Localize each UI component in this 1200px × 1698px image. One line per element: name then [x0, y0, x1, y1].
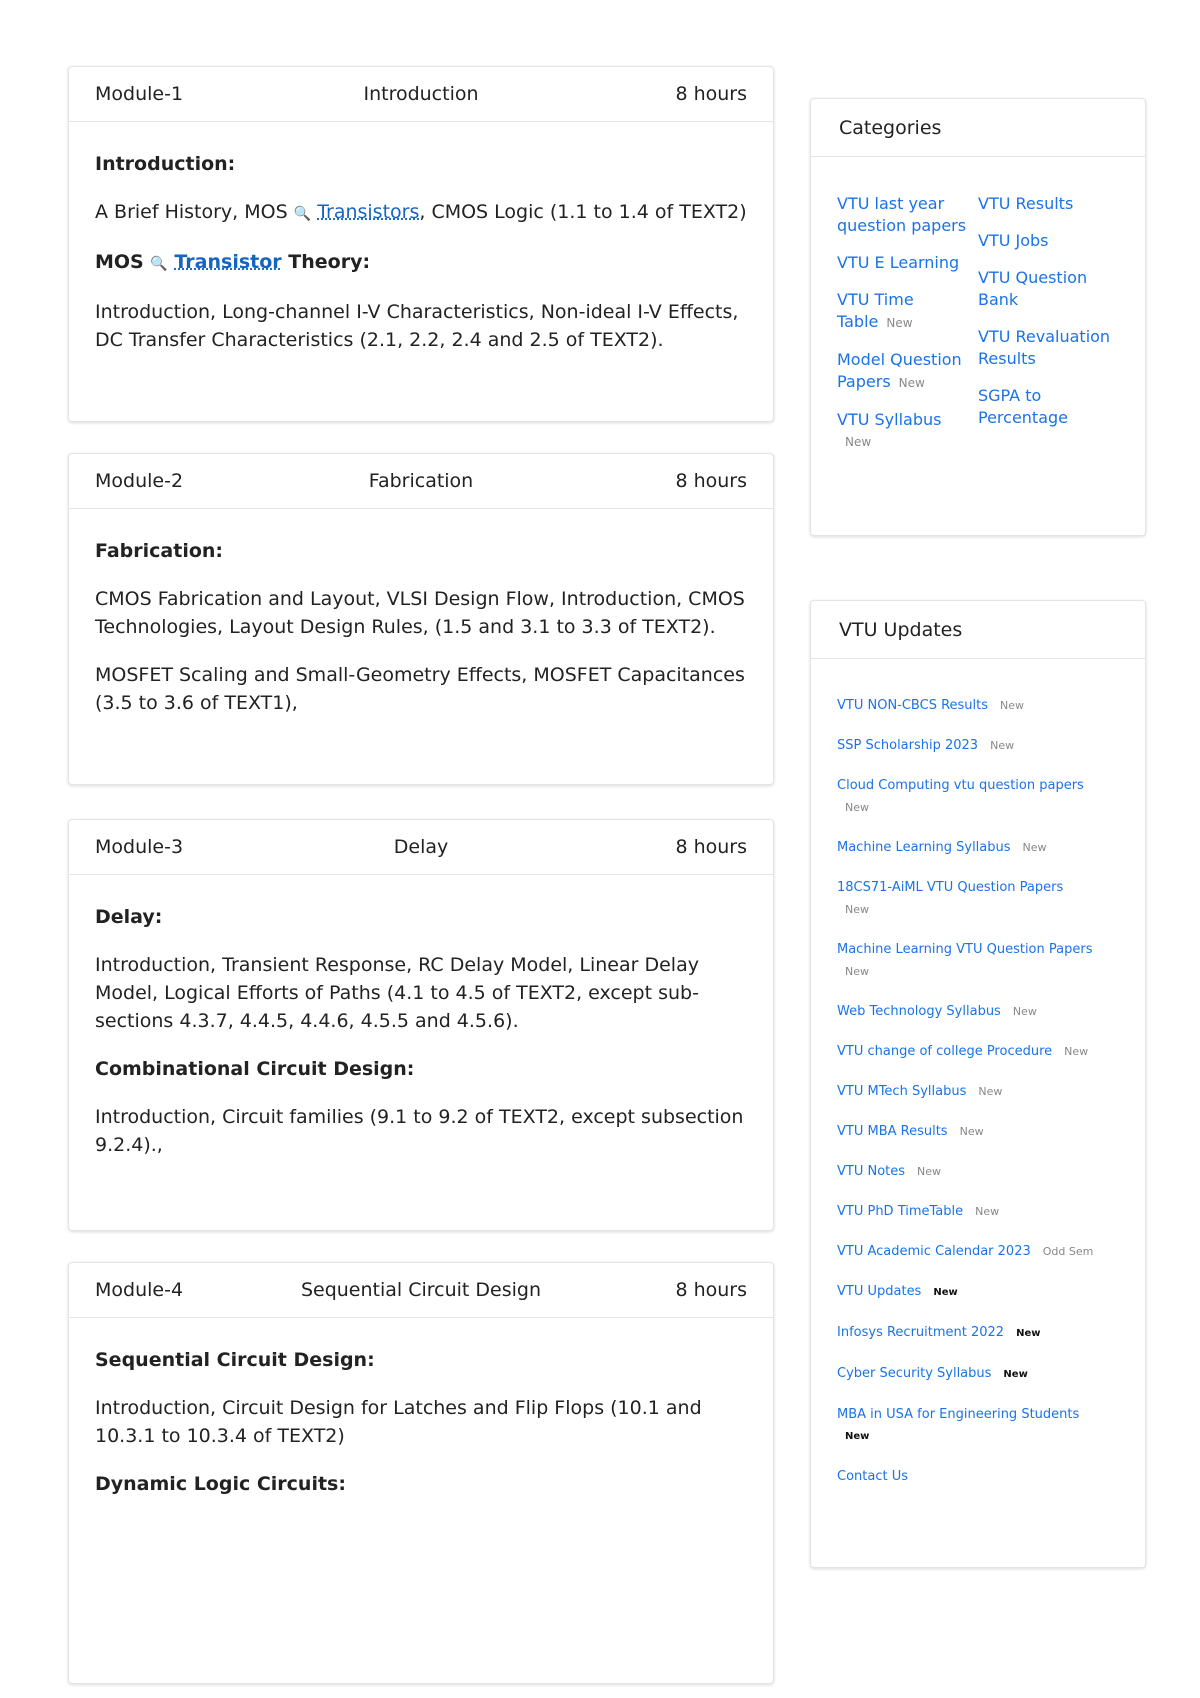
category-label[interactable]: VTU Revaluation Results — [978, 327, 1111, 368]
update-label[interactable]: Cyber Security Syllabus — [837, 1366, 992, 1381]
magnifier-icon[interactable]: 🔍 — [150, 256, 168, 272]
updates-title: VTU Updates — [811, 601, 1145, 659]
category-label[interactable]: VTU Question Bank — [978, 268, 1088, 309]
new-badge: New — [898, 376, 925, 390]
update-link[interactable] — [837, 1406, 1119, 1446]
category-link[interactable] — [837, 289, 978, 334]
category-link[interactable] — [837, 252, 978, 274]
update-link[interactable] — [837, 777, 1119, 817]
update-label[interactable]: VTU NON-CBCS Results — [837, 698, 989, 713]
module-title: Delay — [393, 836, 449, 858]
section-text: MOSFET Scaling and Small-Geometry Effects, MOSFET Capacitances (3.5 to 3.6 of TEXT1), — [95, 664, 745, 714]
section-heading: Introduction: — [95, 153, 236, 175]
update-label[interactable]: Machine Learning VTU Question Papers — [837, 942, 1093, 957]
module-title: Introduction — [363, 83, 479, 105]
new-badge: New — [990, 739, 1015, 752]
updates-card — [810, 600, 1146, 1568]
module-body — [69, 1318, 773, 1538]
new-badge: New — [1016, 1328, 1041, 1339]
update-link[interactable] — [837, 1365, 1119, 1384]
update-label[interactable]: VTU PhD TimeTable — [837, 1204, 964, 1219]
update-label[interactable]: SSP Scholarship 2023 — [837, 738, 979, 753]
module-header — [69, 454, 773, 509]
module-card-3 — [68, 819, 774, 1231]
new-badge: New — [975, 1205, 1000, 1218]
update-label[interactable]: VTU Academic Calendar 2023 — [837, 1244, 1031, 1259]
update-label[interactable]: Cloud Computing vtu question papers — [837, 778, 1084, 793]
new-badge: New — [1000, 699, 1025, 712]
category-label[interactable]: Model Question Papers — [837, 350, 962, 391]
module-label: Module-3 — [95, 836, 184, 858]
update-link[interactable] — [837, 697, 1119, 715]
module-hours: 8 hours — [675, 83, 747, 105]
category-label[interactable]: VTU Syllabus — [837, 410, 942, 429]
category-label[interactable]: VTU Time Table — [837, 290, 914, 331]
category-link[interactable] — [978, 267, 1119, 311]
categories-card — [810, 98, 1146, 536]
update-label[interactable]: Machine Learning Syllabus — [837, 840, 1011, 855]
new-badge: New — [845, 801, 869, 814]
category-label[interactable]: VTU last year question papers — [837, 194, 967, 235]
update-label[interactable]: MBA in USA for Engineering Students — [837, 1407, 1080, 1422]
new-badge: New — [1003, 1369, 1028, 1380]
section-text: Introduction, Circuit Design for Latches and Flip Flops (10.1 and 10.3.1 to 10.3.4 of TEXT2) — [95, 1397, 702, 1447]
new-badge: Odd Sem — [1042, 1245, 1094, 1258]
category-link[interactable] — [978, 326, 1119, 370]
new-badge: New — [978, 1085, 1003, 1098]
new-badge: New — [845, 1431, 870, 1442]
module-card-4 — [68, 1262, 774, 1684]
update-label[interactable]: Contact Us — [837, 1469, 908, 1484]
category-label[interactable]: VTU E Learning — [837, 253, 960, 272]
update-link[interactable] — [837, 1283, 1119, 1302]
section-heading: Dynamic Logic Circuits: — [95, 1473, 346, 1495]
module-label: Module-2 — [95, 470, 184, 492]
module-header — [69, 67, 773, 122]
section-heading: MOS 🔍 Transistor Theory: — [95, 251, 371, 273]
section-text: Introduction, Long-channel I-V Characteristics, Non-ideal I-V Effects, DC Transfer Characteristics (2.1, 2.2, 2.4 and 2.5 of TEXT2). — [95, 301, 739, 351]
module-label: Module-4 — [95, 1279, 184, 1301]
categories-column-1 — [837, 193, 978, 468]
module-card-2 — [68, 453, 774, 785]
section-heading: Delay: — [95, 906, 163, 928]
update-label[interactable]: VTU MTech Syllabus — [837, 1084, 967, 1099]
category-label[interactable]: VTU Results — [978, 194, 1074, 213]
update-link[interactable] — [837, 1203, 1119, 1221]
module-body — [69, 875, 773, 1199]
update-link[interactable] — [837, 1123, 1119, 1141]
update-label[interactable]: VTU MBA Results — [837, 1124, 948, 1139]
new-badge: New — [1012, 1005, 1037, 1018]
module-card-1 — [68, 66, 774, 422]
module-hours: 8 hours — [675, 1279, 747, 1301]
section-text: A Brief History, MOS 🔍 Transistors, CMOS Logic (1.1 to 1.4 of TEXT2) — [95, 201, 747, 223]
category-link[interactable] — [978, 385, 1119, 429]
update-label[interactable]: VTU Notes — [837, 1164, 906, 1179]
section-heading: Sequential Circuit Design: — [95, 1349, 375, 1371]
module-body — [69, 122, 773, 394]
update-link[interactable] — [837, 737, 1119, 755]
update-link[interactable] — [837, 1163, 1119, 1181]
module-title: Sequential Circuit Design — [300, 1279, 542, 1301]
section-text: CMOS Fabrication and Layout, VLSI Design Flow, Introduction, CMOS Technologies, Layout Design Rules, (1.5 and 3.1 to 3.3 of TEXT2). — [95, 588, 745, 638]
magnifier-icon[interactable]: 🔍 — [293, 206, 312, 222]
section-heading: Combinational Circuit Design: — [95, 1058, 415, 1080]
update-label[interactable]: VTU Updates — [837, 1284, 922, 1299]
update-link[interactable] — [837, 1243, 1119, 1261]
section-text: Introduction, Circuit families (9.1 to 9.2 of TEXT2, except subsection 9.2.4)., — [95, 1106, 744, 1156]
update-link[interactable] — [837, 1003, 1119, 1021]
update-link[interactable] — [837, 839, 1119, 857]
keyword-link[interactable]: Transistors — [317, 201, 420, 223]
new-badge: New — [959, 1125, 984, 1138]
update-link[interactable] — [837, 941, 1119, 981]
update-link[interactable] — [837, 1083, 1119, 1101]
module-hours: 8 hours — [675, 836, 747, 858]
new-badge: New — [917, 1165, 942, 1178]
module-header — [69, 1263, 773, 1318]
category-link[interactable] — [978, 230, 1119, 252]
module-label: Module-1 — [95, 83, 184, 105]
module-header — [69, 820, 773, 875]
new-badge: New — [845, 965, 869, 978]
new-badge: New — [1064, 1045, 1089, 1058]
update-label[interactable]: Web Technology Syllabus — [837, 1004, 1001, 1019]
category-link[interactable] — [837, 193, 978, 237]
new-badge: New — [933, 1287, 958, 1298]
category-label[interactable]: VTU Jobs — [978, 231, 1049, 250]
update-label[interactable]: VTU change of college Procedure — [837, 1044, 1053, 1059]
new-badge: New — [845, 903, 869, 916]
module-title: Fabrication — [368, 470, 474, 492]
keyword-link[interactable]: Transistor — [174, 251, 282, 273]
section-text: Introduction, Transient Response, RC Delay Model, Linear Delay Model, Logical Efforts of Paths (4.1 to 4.5 of TEXT2, except sub-sections 4.3.7, 4.4.5, 4.4.6, 4.5.5 and 4.5.6). — [95, 954, 699, 1032]
module-hours: 8 hours — [675, 470, 747, 492]
update-link[interactable] — [837, 879, 1119, 919]
update-link[interactable] — [837, 1043, 1119, 1061]
update-label[interactable]: 18CS71-AiML VTU Question Papers — [837, 880, 1064, 895]
categories-list — [811, 157, 1145, 478]
new-badge: New — [845, 435, 872, 449]
update-link[interactable] — [837, 1468, 1119, 1486]
updates-list — [811, 659, 1145, 1518]
new-badge: New — [886, 316, 913, 330]
update-link[interactable] — [837, 1324, 1119, 1343]
category-link[interactable] — [837, 349, 978, 394]
module-body — [69, 509, 773, 757]
category-link[interactable] — [978, 193, 1119, 215]
categories-column-2 — [978, 193, 1119, 468]
section-heading: Fabrication: — [95, 540, 224, 562]
category-link[interactable] — [837, 409, 978, 453]
update-label[interactable]: Infosys Recruitment 2022 — [837, 1325, 1005, 1340]
categories-title: Categories — [811, 99, 1145, 157]
new-badge: New — [1022, 841, 1047, 854]
category-label[interactable]: SGPA to Percentage — [978, 386, 1069, 427]
